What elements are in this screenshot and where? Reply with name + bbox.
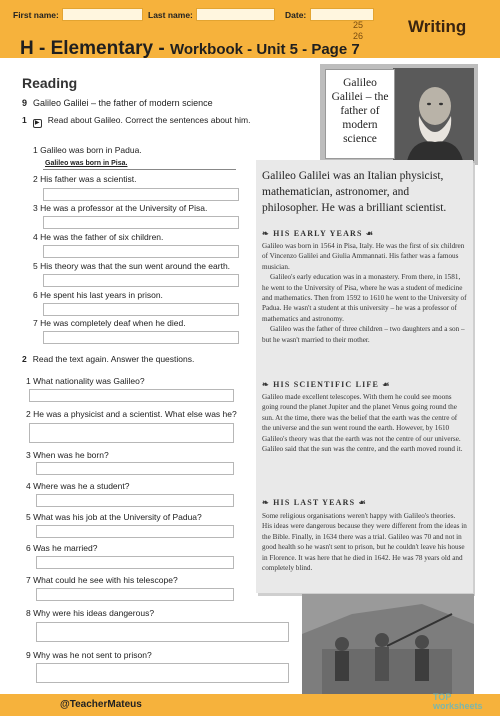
question-4: 4 Where was he a student? <box>26 481 130 491</box>
question-9: 9 Why was he not sent to prison? <box>26 650 152 660</box>
sentence-2: 2 His father was a scientist. <box>33 174 137 184</box>
sentence-6: 6 He spent his last years in prison. <box>33 290 163 300</box>
sentence-5: 5 His theory was that the sun went around the earth. <box>33 261 231 271</box>
galileo-painting <box>302 594 474 694</box>
sentence-4: 4 He was the father of six children. <box>33 232 164 242</box>
last-name-field[interactable] <box>196 8 275 21</box>
question-5: 5 What was his job at the University of Padua? <box>26 512 202 522</box>
sentence-3: 3 He was a professor at the University of Pisa. <box>33 203 208 213</box>
section-body-early: Galileo was born in 1564 in Pisa, Italy. He was the first of six children of Vincenzo Galilei and Giulia Ammannati. His father was a famous musician. Galileo's early education was in a monastery. From there, in 1581, he went to the University of Pisa, where he was a student of medicine and mathematics. Then from 1592 to 1610 he went to the University of Padua. He wasn't a student at this university – he was a professor of mathematics and astronomy. Galileo was the father of three children – two daughters and a son – but he wasn't married to their mother. <box>262 242 467 344</box>
question-3: 3 When was he born? <box>26 450 109 460</box>
author-credit: @TeacherMateus <box>60 699 142 710</box>
section-heading-early: ❧ HIS EARLY YEARS ☙ <box>262 229 375 238</box>
answer-field-3[interactable] <box>43 216 239 229</box>
answer-q6[interactable] <box>36 556 234 569</box>
answer-field-6[interactable] <box>43 303 239 316</box>
example-answer: Galileo was born in Pisa. <box>45 160 128 167</box>
last-name-label: Last name: <box>148 10 193 20</box>
date-field[interactable] <box>310 8 374 21</box>
page-title: H - Elementary - Workbook - Unit 5 - Page 7 <box>20 38 360 59</box>
section-heading-last: ❧ HIS LAST YEARS ☙ <box>262 498 367 507</box>
answer-field-5[interactable] <box>43 274 239 287</box>
sentence-1: 1 Galileo was born in Padua. <box>33 145 142 155</box>
first-name-label: First name: <box>13 10 59 20</box>
galileo-portrait <box>393 68 474 161</box>
article-intro: Galileo Galilei was an Italian physicist, mathematician, astronomer, and philosopher. He was a brilliant scientist. <box>262 170 447 214</box>
answer-q9[interactable] <box>36 663 289 683</box>
page-numbers: 25 26 <box>353 20 364 41</box>
example-answer-line <box>43 169 236 170</box>
answer-q5[interactable] <box>36 525 234 538</box>
skill-label: Writing <box>408 17 467 36</box>
answer-field-2[interactable] <box>43 188 239 201</box>
answer-q1[interactable] <box>29 389 234 402</box>
audio-icon: ▶ <box>33 119 42 128</box>
answer-field-7[interactable] <box>43 331 239 344</box>
section-body-last: Some religious organisations weren't happy with Galileo's theories. His ideas were dangerous because they were different from the ideas in the Bible. Finally, in 1634 there was a trial. Galileo was 70 and not in good health so he wasn't sent to prison, but he couldn't leave his house in Florence. It was here that he died in 1642. He was 78 years old and completely blind. <box>262 512 467 573</box>
watermark: TOP worksheets <box>433 692 483 711</box>
question-7: 7 What could he see with his telescope? <box>26 575 178 585</box>
section-heading-scientific: ❧ HIS SCIENTIFIC LIFE ☙ <box>262 380 391 389</box>
exercise1-instruction: 1 ▶ Read about Galileo. Correct the sentences about him. <box>22 115 251 126</box>
first-name-field[interactable] <box>62 8 143 21</box>
date-label: Date: <box>285 10 307 20</box>
section-body-scientific: Galileo made excellent telescopes. With them he could see moons going round the planet Jupiter and the planet Venus going round the sun. At the time, there was the belief that the earth was the centre of the universe and the sun went round the earth. However, by 1610 Galileo's theory was that the earth was not the centre of our universe. Galileo said that the sun was the centre, and the earth moved round it. <box>262 393 463 454</box>
question-1: 1 What nationality was Galileo? <box>26 376 145 386</box>
article-caption: Galileo Galilei – the father of modern science <box>325 69 395 159</box>
exercise2-instruction: 2 Read the text again. Answer the questions. <box>22 354 195 364</box>
exercise-title: 9 Galileo Galilei – the father of modern science <box>22 98 213 108</box>
answer-field-4[interactable] <box>43 245 239 258</box>
question-2: 2 He was a physicist and a scientist. What else was he? <box>26 409 237 419</box>
question-8: 8 Why were his ideas dangerous? <box>26 608 155 618</box>
sentence-7: 7 He was completely deaf when he died. <box>33 318 186 328</box>
section-heading: Reading <box>22 75 78 91</box>
answer-q2[interactable] <box>29 423 234 443</box>
question-6: 6 Was he married? <box>26 543 98 553</box>
answer-q4[interactable] <box>36 494 234 507</box>
answer-q3[interactable] <box>36 462 234 475</box>
answer-q7[interactable] <box>36 588 234 601</box>
answer-q8[interactable] <box>36 622 289 642</box>
